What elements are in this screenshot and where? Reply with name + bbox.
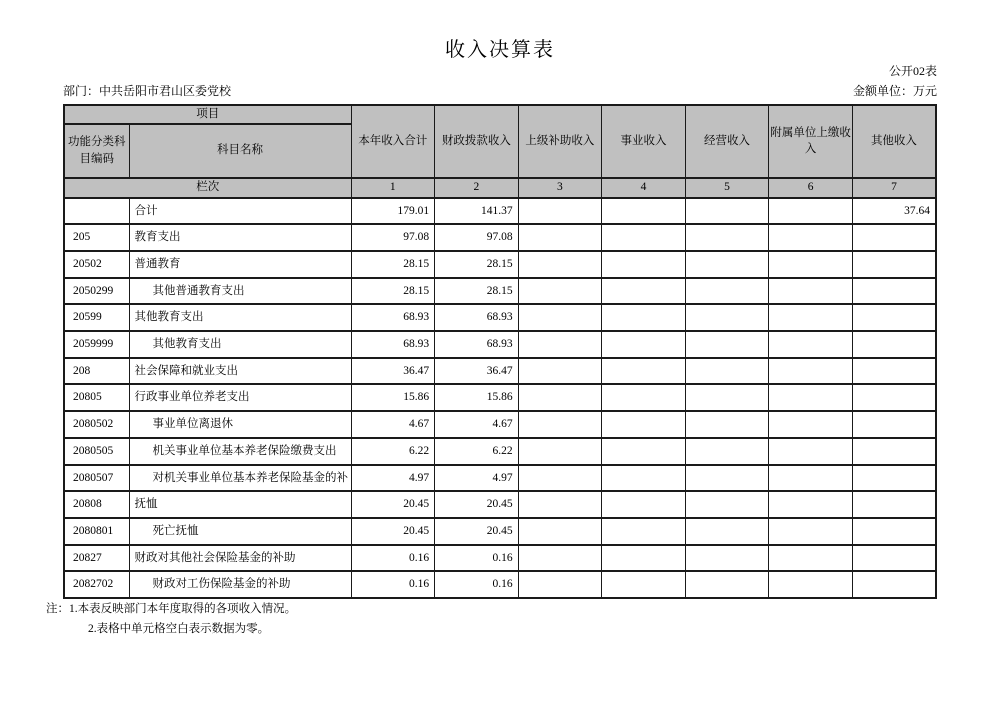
table-row [64,358,936,385]
row-value-cell-7 [852,358,936,385]
header-col-fiscal: 财政拨款收入 [435,105,519,178]
row-value-cell-6 [769,438,853,465]
row-value-cell-5 [685,491,769,518]
table-row [64,224,936,251]
row-value-cell-7 [852,545,936,572]
row-code-cell: 2050299 [64,278,129,305]
header-col-superior: 上级补助收入 [518,105,602,178]
header-col-subordinate: 附属单位上缴收入 [769,105,853,178]
row-value-cell-1: 4.97 [351,465,435,492]
row-value-cell-3 [518,384,602,411]
page-title: 收入决算表 [445,39,555,61]
income-table [63,104,937,599]
row-name-cell: 其他教育支出 [129,331,351,358]
row-value-cell-4 [602,251,686,278]
row-value-cell-4 [602,358,686,385]
row-value-cell-2: 0.16 [435,545,519,572]
row-value-cell-7 [852,411,936,438]
header-project: 项目 [64,105,351,124]
row-name-cell: 教育支出 [129,224,351,251]
footnote-2: 2.表格中单元格空白表示数据为零。 [88,623,270,635]
row-value-cell-3 [518,304,602,331]
row-value-cell-4 [602,278,686,305]
row-value-cell-1: 0.16 [351,545,435,572]
row-value-cell-6 [769,331,853,358]
row-value-cell-5 [685,304,769,331]
row-code-cell: 208 [64,358,129,385]
table-row [64,518,936,545]
table-row [64,251,936,278]
row-value-cell-3 [518,465,602,492]
row-code-cell: 2082702 [64,571,129,598]
row-name-cell: 其他教育支出 [129,304,351,331]
row-value-cell-2: 141.37 [435,198,519,225]
row-code-cell: 20827 [64,545,129,572]
row-value-cell-1: 6.22 [351,438,435,465]
row-name-cell: 其他普通教育支出 [129,278,351,305]
row-value-cell-5 [685,465,769,492]
row-value-cell-4 [602,465,686,492]
row-value-cell-3 [518,198,602,225]
row-code-cell: 20808 [64,491,129,518]
row-value-cell-5 [685,384,769,411]
header-lanci: 栏次 [64,178,351,198]
row-value-cell-5 [685,571,769,598]
row-value-cell-4 [602,571,686,598]
row-value-cell-7 [852,465,936,492]
row-value-cell-2: 15.86 [435,384,519,411]
header-col-business: 事业收入 [602,105,686,178]
table-row [64,571,936,598]
table-row [64,278,936,305]
income-table-body [64,105,936,598]
row-value-cell-4 [602,198,686,225]
row-value-cell-3 [518,491,602,518]
row-value-cell-6 [769,518,853,545]
row-value-cell-1: 4.67 [351,411,435,438]
row-value-cell-5 [685,198,769,225]
row-value-cell-6 [769,571,853,598]
row-value-cell-3 [518,545,602,572]
header-colnum-3: 3 [518,178,602,198]
row-name-cell: 普通教育 [129,251,351,278]
row-code-cell [64,198,129,225]
row-value-cell-4 [602,384,686,411]
row-value-cell-5 [685,224,769,251]
row-value-cell-6 [769,198,853,225]
row-value-cell-7: 37.64 [852,198,936,225]
header-colnum-6: 6 [769,178,853,198]
row-name-cell: 合计 [129,198,351,225]
row-value-cell-2: 28.15 [435,251,519,278]
row-value-cell-1: 97.08 [351,224,435,251]
header-col-operating: 经营收入 [685,105,769,178]
row-value-cell-3 [518,358,602,385]
row-value-cell-2: 4.97 [435,465,519,492]
row-name-cell: 对机关事业单位基本养老保险基金的补 [129,465,351,492]
table-row [64,304,936,331]
row-value-cell-7 [852,331,936,358]
table-row [64,411,936,438]
header-code: 功能分类科目编码 [64,124,129,178]
row-value-cell-4 [602,438,686,465]
row-code-cell: 2080801 [64,518,129,545]
row-value-cell-2: 28.15 [435,278,519,305]
row-value-cell-5 [685,278,769,305]
row-value-cell-2: 68.93 [435,304,519,331]
row-value-cell-7 [852,304,936,331]
row-code-cell: 2080505 [64,438,129,465]
header-name: 科目名称 [129,124,351,178]
row-value-cell-2: 36.47 [435,358,519,385]
row-value-cell-6 [769,384,853,411]
row-value-cell-3 [518,224,602,251]
row-value-cell-1: 20.45 [351,491,435,518]
row-value-cell-4 [602,331,686,358]
table-row [64,465,936,492]
row-value-cell-1: 28.15 [351,278,435,305]
unit-label: 金额单位：万元 [852,84,937,98]
row-value-cell-4 [602,304,686,331]
row-value-cell-1: 68.93 [351,331,435,358]
row-code-cell: 20599 [64,304,129,331]
row-value-cell-5 [685,545,769,572]
row-value-cell-7 [852,518,936,545]
row-value-cell-2: 97.08 [435,224,519,251]
table-row [64,438,936,465]
row-value-cell-6 [769,491,853,518]
department-label: 部门：中共岳阳市君山区委党校 [63,84,232,98]
header-colnum-4: 4 [602,178,686,198]
row-value-cell-1: 68.93 [351,304,435,331]
row-value-cell-6 [769,358,853,385]
row-name-cell: 死亡抚恤 [129,518,351,545]
row-value-cell-1: 15.86 [351,384,435,411]
row-value-cell-4 [602,518,686,545]
row-value-cell-3 [518,518,602,545]
row-value-cell-1: 179.01 [351,198,435,225]
row-value-cell-3 [518,438,602,465]
table-row [64,545,936,572]
row-value-cell-5 [685,411,769,438]
row-value-cell-3 [518,571,602,598]
header-colnum-2: 2 [435,178,519,198]
row-name-cell: 社会保障和就业支出 [129,358,351,385]
row-value-cell-2: 4.67 [435,411,519,438]
table-row [64,331,936,358]
row-value-cell-6 [769,251,853,278]
row-name-cell: 财政对工伤保险基金的补助 [129,571,351,598]
header-row-project [64,105,936,124]
table-row [64,491,936,518]
row-value-cell-5 [685,358,769,385]
row-name-cell: 抚恤 [129,491,351,518]
table-row [64,198,936,225]
row-name-cell: 财政对其他社会保险基金的补助 [129,545,351,572]
row-value-cell-4 [602,411,686,438]
row-value-cell-7 [852,438,936,465]
row-value-cell-7 [852,384,936,411]
row-value-cell-5 [685,251,769,278]
row-code-cell: 2059999 [64,331,129,358]
row-value-cell-7 [852,278,936,305]
row-value-cell-6 [769,224,853,251]
header-row-lanci [64,178,936,198]
row-value-cell-6 [769,304,853,331]
row-value-cell-7 [852,571,936,598]
row-value-cell-3 [518,331,602,358]
row-value-cell-3 [518,278,602,305]
row-value-cell-1: 36.47 [351,358,435,385]
row-value-cell-7 [852,251,936,278]
row-value-cell-3 [518,411,602,438]
row-value-cell-7 [852,491,936,518]
footnotes [46,600,296,636]
row-value-cell-3 [518,251,602,278]
row-value-cell-6 [769,545,853,572]
row-value-cell-2: 20.45 [435,518,519,545]
row-value-cell-2: 68.93 [435,331,519,358]
row-value-cell-4 [602,491,686,518]
row-value-cell-4 [602,224,686,251]
row-value-cell-6 [769,411,853,438]
row-name-cell: 机关事业单位基本养老保险缴费支出 [129,438,351,465]
row-code-cell: 205 [64,224,129,251]
header-col-other: 其他收入 [852,105,936,178]
table-code-label: 公开02表 [888,64,937,78]
row-value-cell-4 [602,545,686,572]
row-value-cell-5 [685,331,769,358]
row-name-cell: 事业单位离退休 [129,411,351,438]
row-code-cell: 20502 [64,251,129,278]
row-code-cell: 20805 [64,384,129,411]
row-name-cell: 行政事业单位养老支出 [129,384,351,411]
row-value-cell-5 [685,438,769,465]
row-value-cell-2: 20.45 [435,491,519,518]
header-colnum-7: 7 [852,178,936,198]
row-value-cell-6 [769,278,853,305]
table-row [64,384,936,411]
row-value-cell-1: 0.16 [351,571,435,598]
header-colnum-5: 5 [685,178,769,198]
row-code-cell: 2080507 [64,465,129,492]
row-value-cell-7 [852,224,936,251]
row-code-cell: 2080502 [64,411,129,438]
row-value-cell-1: 28.15 [351,251,435,278]
row-value-cell-5 [685,518,769,545]
row-value-cell-2: 6.22 [435,438,519,465]
row-value-cell-1: 20.45 [351,518,435,545]
footnote-1: 注：1.本表反映部门本年度取得的各项收入情况。 [46,603,297,615]
row-value-cell-6 [769,465,853,492]
header-col-total: 本年收入合计 [351,105,435,178]
header-colnum-1: 1 [351,178,435,198]
row-value-cell-2: 0.16 [435,571,519,598]
